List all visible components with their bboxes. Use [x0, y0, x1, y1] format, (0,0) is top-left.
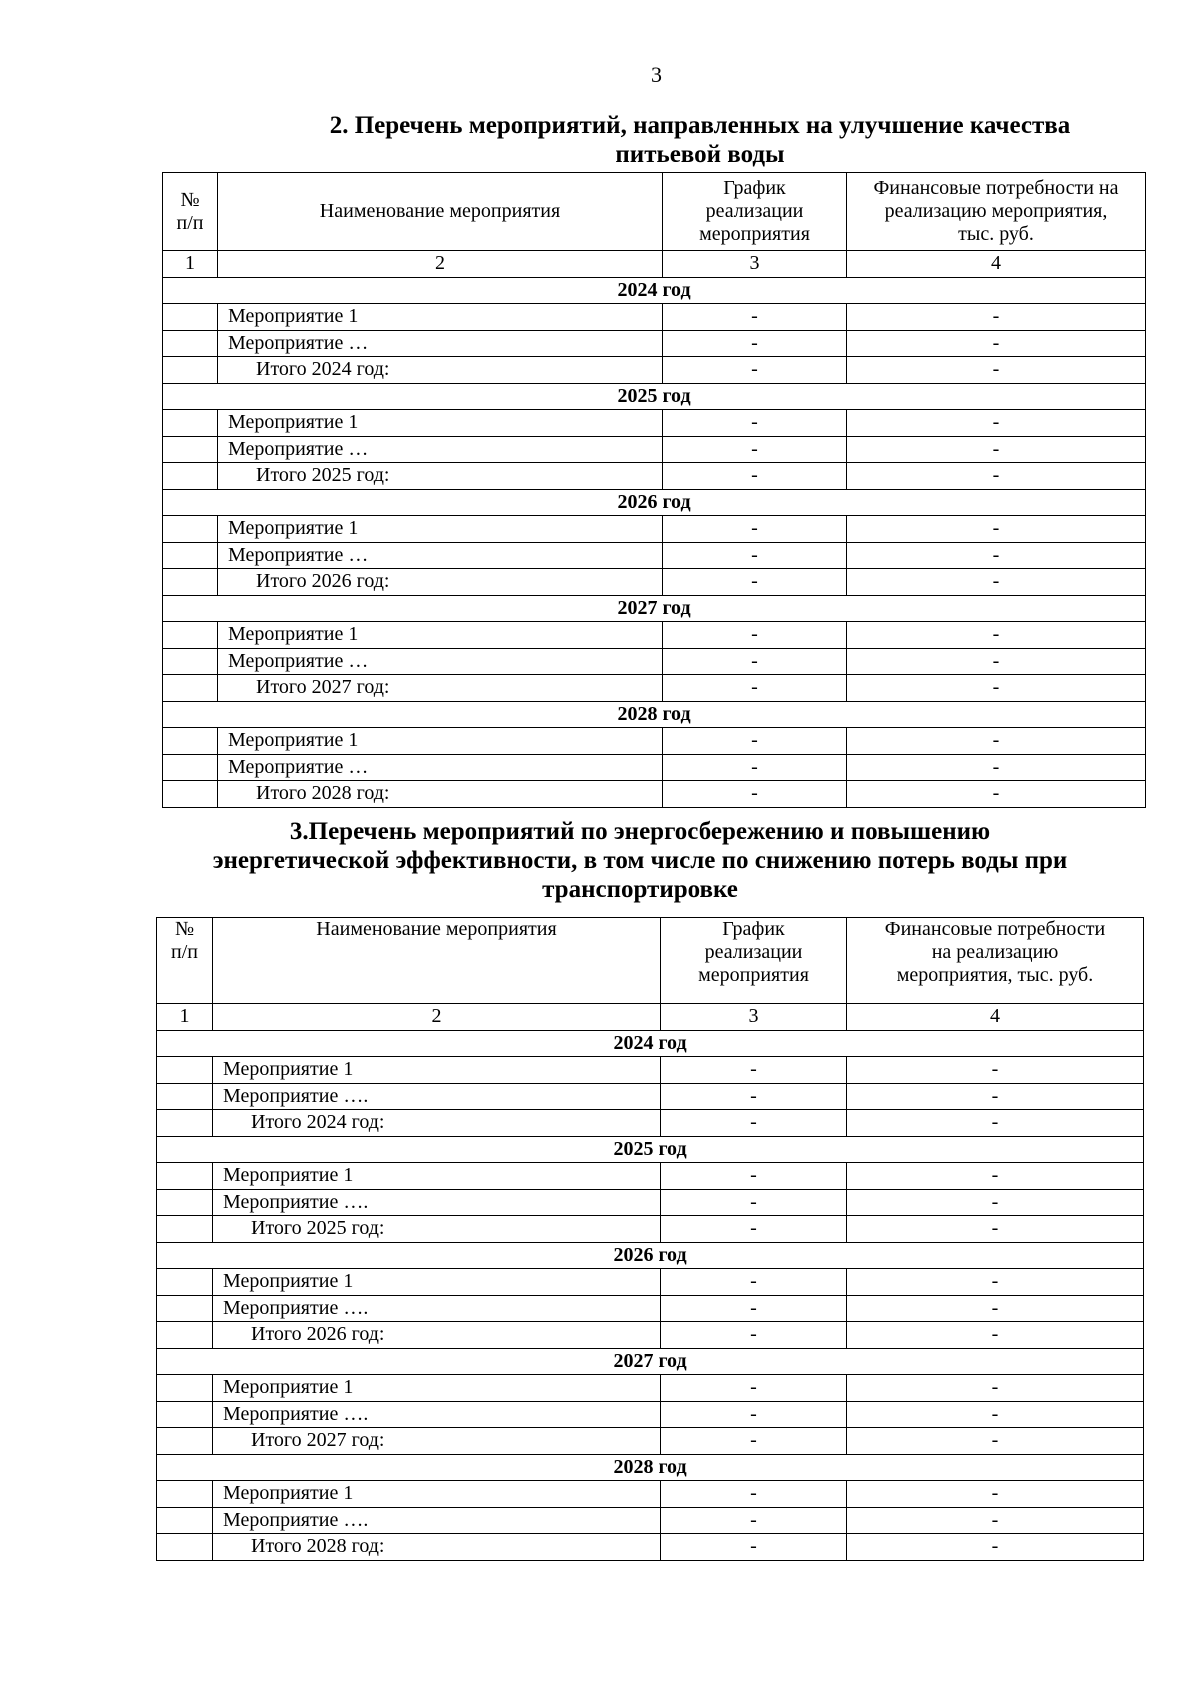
measure-row	[163, 542, 1146, 569]
column-number: 2	[218, 251, 663, 278]
measure-name: Мероприятие 1	[213, 1481, 661, 1508]
year-row	[163, 701, 1146, 728]
section-3-table	[156, 917, 1144, 1561]
measure-schedule: -	[663, 304, 847, 331]
measure-name: Мероприятие ….	[213, 1401, 661, 1428]
total-row	[157, 1428, 1144, 1455]
year-label: 2024 год	[163, 277, 1146, 304]
row-number	[157, 1083, 213, 1110]
measure-row	[163, 330, 1146, 357]
measure-name: Мероприятие ….	[213, 1507, 661, 1534]
measure-schedule: -	[663, 622, 847, 649]
section-2-title	[240, 111, 1160, 169]
year-row	[157, 1348, 1144, 1375]
column-number-row	[157, 1004, 1144, 1031]
measure-schedule: -	[661, 1216, 847, 1243]
section-3-title-line: 3.Перечень мероприятий по энергосбережению и повышению	[289, 818, 991, 845]
measure-name: Мероприятие 1	[213, 1375, 661, 1402]
measure-finance: -	[847, 410, 1146, 437]
measure-finance: -	[847, 1110, 1144, 1137]
column-number: 2	[213, 1004, 661, 1031]
header-line: График	[722, 918, 785, 940]
measure-name: Итого 2026 год:	[213, 1322, 661, 1349]
measure-schedule: -	[661, 1481, 847, 1508]
section-3-title-line: транспортировке	[542, 876, 738, 903]
total-row	[163, 463, 1146, 490]
row-number	[163, 436, 218, 463]
measure-name: Итого 2024 год:	[213, 1110, 661, 1137]
measure-schedule: -	[663, 516, 847, 543]
header-line: мероприятия	[699, 223, 810, 245]
column-number: 3	[663, 251, 847, 278]
row-number	[157, 1295, 213, 1322]
year-label: 2026 год	[163, 489, 1146, 516]
row-number	[163, 569, 218, 596]
measure-row	[157, 1295, 1144, 1322]
measure-name: Мероприятие 1	[213, 1057, 661, 1084]
row-number	[157, 1110, 213, 1137]
measure-row	[163, 304, 1146, 331]
measure-name: Мероприятие 1	[218, 410, 663, 437]
measure-finance: -	[847, 1534, 1144, 1561]
measure-schedule: -	[661, 1295, 847, 1322]
measure-row	[163, 754, 1146, 781]
header-name: Наименование мероприятия	[218, 173, 663, 251]
measure-schedule: -	[661, 1083, 847, 1110]
measure-row	[163, 436, 1146, 463]
header-schedule	[663, 173, 847, 251]
header-finance	[847, 918, 1144, 1004]
measure-finance: -	[847, 622, 1146, 649]
year-row	[157, 1030, 1144, 1057]
measure-schedule: -	[661, 1110, 847, 1137]
measure-finance: -	[847, 1481, 1144, 1508]
section-2-title-line: 2. Перечень мероприятий, направленных на улучшение качества	[329, 112, 1071, 139]
row-number	[163, 304, 218, 331]
measure-row	[157, 1507, 1144, 1534]
measure-finance: -	[847, 1401, 1144, 1428]
header-line: п/п	[176, 211, 204, 234]
year-row	[163, 383, 1146, 410]
measure-finance: -	[847, 781, 1146, 808]
row-number	[163, 542, 218, 569]
measure-name: Итого 2025 год:	[218, 463, 663, 490]
measure-finance: -	[847, 675, 1146, 702]
total-row	[163, 569, 1146, 596]
header-line: мероприятия, тыс. руб.	[896, 964, 1094, 986]
header-line: мероприятия	[698, 964, 809, 986]
section-2-table	[162, 172, 1146, 808]
row-number	[163, 330, 218, 357]
total-row	[157, 1322, 1144, 1349]
measure-row	[157, 1163, 1144, 1190]
measure-name: Мероприятие …	[218, 542, 663, 569]
measure-name: Мероприятие …	[218, 648, 663, 675]
measure-finance: -	[847, 728, 1146, 755]
header-line: Финансовые потребности	[884, 918, 1106, 940]
measure-row	[163, 410, 1146, 437]
total-row	[163, 781, 1146, 808]
measure-row	[163, 622, 1146, 649]
row-number	[157, 1507, 213, 1534]
row-number	[157, 1216, 213, 1243]
row-number	[163, 781, 218, 808]
row-number	[163, 728, 218, 755]
header-line: График	[723, 177, 786, 199]
header-line: п/п	[171, 941, 198, 963]
header-line: реализации	[704, 941, 803, 963]
measure-name: Мероприятие …	[218, 330, 663, 357]
column-number-row	[163, 251, 1146, 278]
row-number	[163, 754, 218, 781]
measure-name: Итого 2025 год:	[213, 1216, 661, 1243]
measure-name: Мероприятие 1	[218, 622, 663, 649]
measure-name: Мероприятие …	[218, 436, 663, 463]
page-number: 3	[651, 62, 662, 87]
year-label: 2028 год	[163, 701, 1146, 728]
measure-name: Мероприятие 1	[218, 304, 663, 331]
total-row	[163, 675, 1146, 702]
measure-schedule: -	[663, 542, 847, 569]
total-row	[157, 1216, 1144, 1243]
section-2-title-line: питьевой воды	[615, 141, 785, 168]
row-number	[157, 1375, 213, 1402]
year-row	[163, 277, 1146, 304]
row-number	[157, 1163, 213, 1190]
total-row	[157, 1534, 1144, 1561]
year-label: 2025 год	[163, 383, 1146, 410]
year-label: 2027 год	[163, 595, 1146, 622]
measure-finance: -	[847, 1216, 1144, 1243]
measure-row	[157, 1189, 1144, 1216]
header-row	[163, 173, 1146, 251]
measure-finance: -	[847, 569, 1146, 596]
column-number: 1	[163, 251, 218, 278]
measure-name: Итого 2024 год:	[218, 357, 663, 384]
year-label: 2024 год	[157, 1030, 1144, 1057]
measure-row	[163, 728, 1146, 755]
measure-row	[157, 1083, 1144, 1110]
measure-schedule: -	[663, 436, 847, 463]
measure-schedule: -	[661, 1269, 847, 1296]
measure-schedule: -	[661, 1322, 847, 1349]
row-number	[157, 1189, 213, 1216]
year-label: 2026 год	[157, 1242, 1144, 1269]
measure-schedule: -	[663, 648, 847, 675]
measure-finance: -	[847, 1057, 1144, 1084]
measure-name: Итого 2027 год:	[213, 1428, 661, 1455]
measure-row	[157, 1481, 1144, 1508]
measure-schedule: -	[663, 330, 847, 357]
measure-finance: -	[847, 1189, 1144, 1216]
section-3-title	[150, 817, 1130, 904]
total-row	[157, 1110, 1144, 1137]
header-finance	[847, 173, 1146, 251]
header-line: на реализацию	[931, 941, 1059, 963]
column-number: 4	[847, 1004, 1144, 1031]
header-line: тыс. руб.	[958, 223, 1034, 245]
measure-finance: -	[847, 357, 1146, 384]
row-number	[157, 1057, 213, 1084]
header-line: №	[180, 188, 200, 211]
measure-finance: -	[847, 1083, 1144, 1110]
header-line: Финансовые потребности на	[873, 177, 1119, 199]
row-number	[157, 1322, 213, 1349]
measure-schedule: -	[663, 675, 847, 702]
measure-finance: -	[847, 463, 1146, 490]
measure-schedule: -	[661, 1189, 847, 1216]
year-row	[157, 1454, 1144, 1481]
row-number	[163, 357, 218, 384]
measure-name: Мероприятие 1	[213, 1269, 661, 1296]
row-number	[157, 1428, 213, 1455]
measure-schedule: -	[661, 1428, 847, 1455]
year-row	[157, 1136, 1144, 1163]
measure-finance: -	[847, 436, 1146, 463]
measure-finance: -	[847, 516, 1146, 543]
measure-finance: -	[847, 648, 1146, 675]
year-row	[157, 1242, 1144, 1269]
column-number: 4	[847, 251, 1146, 278]
row-number	[163, 648, 218, 675]
row-number	[163, 410, 218, 437]
row-number	[157, 1481, 213, 1508]
row-number	[163, 622, 218, 649]
measure-schedule: -	[663, 463, 847, 490]
measure-finance: -	[847, 1163, 1144, 1190]
measure-name: Мероприятие ….	[213, 1189, 661, 1216]
measure-finance: -	[847, 1295, 1144, 1322]
measure-finance: -	[847, 542, 1146, 569]
row-number	[157, 1534, 213, 1561]
measure-name: Мероприятие …	[218, 754, 663, 781]
measure-name: Итого 2028 год:	[213, 1534, 661, 1561]
header-line: реализацию мероприятия,	[884, 200, 1108, 222]
row-number	[157, 1269, 213, 1296]
column-number: 1	[157, 1004, 213, 1031]
row-number	[163, 516, 218, 543]
row-number	[163, 463, 218, 490]
measure-name: Мероприятие 1	[213, 1163, 661, 1190]
measure-schedule: -	[661, 1163, 847, 1190]
header-num	[157, 918, 213, 1004]
measure-finance: -	[847, 1507, 1144, 1534]
measure-row	[157, 1375, 1144, 1402]
measure-schedule: -	[661, 1057, 847, 1084]
measure-row	[157, 1401, 1144, 1428]
year-label: 2025 год	[157, 1136, 1144, 1163]
measure-finance: -	[847, 754, 1146, 781]
measure-row	[163, 516, 1146, 543]
measure-schedule: -	[663, 357, 847, 384]
measure-name: Мероприятие 1	[218, 516, 663, 543]
header-line: №	[174, 918, 195, 940]
year-row	[163, 595, 1146, 622]
measure-name: Мероприятие 1	[218, 728, 663, 755]
measure-finance: -	[847, 1375, 1144, 1402]
measure-finance: -	[847, 1269, 1144, 1296]
year-row	[163, 489, 1146, 516]
header-schedule	[661, 918, 847, 1004]
row-number	[163, 675, 218, 702]
measure-name: Итого 2028 год:	[218, 781, 663, 808]
measure-schedule: -	[661, 1375, 847, 1402]
header-name: Наименование мероприятия	[213, 918, 661, 1004]
measure-schedule: -	[661, 1534, 847, 1561]
measure-name: Мероприятие ….	[213, 1083, 661, 1110]
row-number	[157, 1401, 213, 1428]
total-row	[163, 357, 1146, 384]
measure-schedule: -	[663, 728, 847, 755]
measure-finance: -	[847, 1322, 1144, 1349]
year-label: 2028 год	[157, 1454, 1144, 1481]
year-label: 2027 год	[157, 1348, 1144, 1375]
measure-finance: -	[847, 304, 1146, 331]
header-line: реализации	[705, 200, 804, 222]
measure-row	[157, 1269, 1144, 1296]
measure-finance: -	[847, 330, 1146, 357]
measure-schedule: -	[661, 1401, 847, 1428]
measure-row	[157, 1057, 1144, 1084]
measure-name: Мероприятие ….	[213, 1295, 661, 1322]
measure-name: Итого 2026 год:	[218, 569, 663, 596]
measure-schedule: -	[661, 1507, 847, 1534]
measure-name: Итого 2027 год:	[218, 675, 663, 702]
measure-finance: -	[847, 1428, 1144, 1455]
measure-schedule: -	[663, 410, 847, 437]
column-number: 3	[661, 1004, 847, 1031]
header-num	[163, 173, 218, 251]
measure-schedule: -	[663, 781, 847, 808]
measure-schedule: -	[663, 569, 847, 596]
measure-row	[163, 648, 1146, 675]
measure-schedule: -	[663, 754, 847, 781]
section-3-title-line: энергетической эффективности, в том числе по снижению потерь воды при	[212, 847, 1068, 874]
header-row	[157, 918, 1144, 1004]
